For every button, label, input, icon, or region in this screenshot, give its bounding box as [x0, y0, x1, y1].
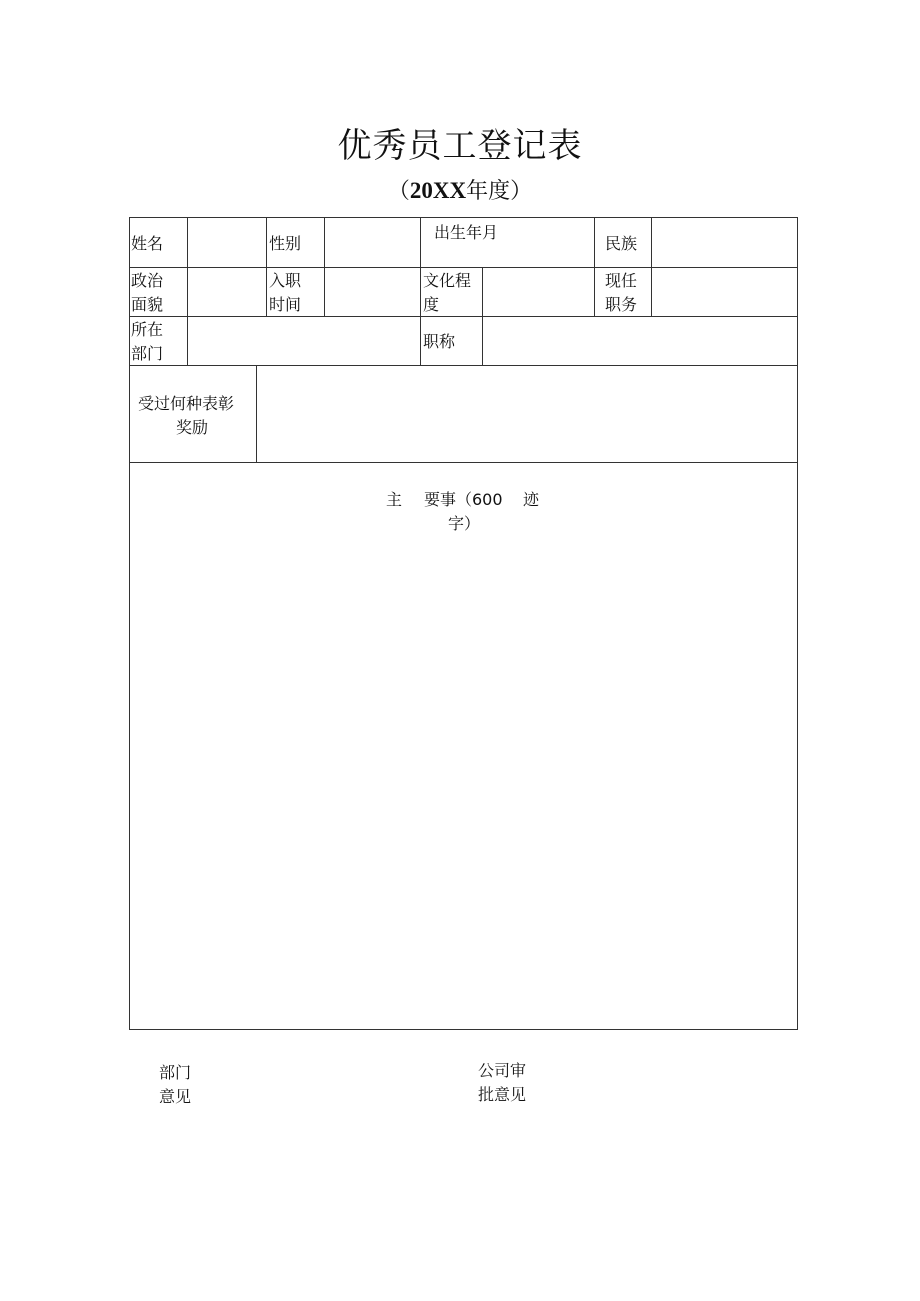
education-label-line2: 度: [423, 295, 440, 314]
education-label-line1: 文化程: [423, 271, 472, 290]
company-opinion-label-line1: 公司审: [478, 1061, 527, 1080]
name-label: 姓名: [131, 234, 164, 253]
job-title-label: 职称: [423, 332, 456, 351]
subtitle-open-paren: （: [387, 179, 410, 204]
col-divider: [420, 217, 421, 365]
dept-opinion-label-line1: 部门: [159, 1063, 192, 1082]
birth-date-label: 出生年月: [434, 223, 499, 242]
company-opinion-label-line2: 批意见: [478, 1085, 527, 1104]
form-title: 优秀员工登记表: [337, 126, 583, 166]
education-field[interactable]: [483, 268, 594, 316]
name-field[interactable]: [188, 218, 266, 267]
current-position-label-line2: 职务: [605, 295, 638, 314]
col-divider: [594, 217, 595, 316]
deeds-heading-part4: 字）: [448, 514, 481, 533]
department-label-line2: 部门: [131, 344, 164, 363]
political-status-label-line2: 面貌: [131, 295, 164, 314]
department-label-line1: 所在: [131, 320, 164, 339]
main-deeds-field[interactable]: [130, 540, 798, 1030]
row-divider-4: [129, 462, 798, 463]
deeds-heading-part2: 要事（600: [424, 490, 503, 509]
current-position-label-line1: 现任: [605, 271, 638, 290]
department-field[interactable]: [188, 317, 420, 365]
col-divider: [266, 217, 267, 316]
gender-field[interactable]: [325, 218, 420, 267]
hire-date-label-line1: 入职: [269, 271, 302, 290]
current-position-field[interactable]: [652, 268, 798, 316]
awards-field[interactable]: [257, 366, 798, 462]
deeds-heading-part3: 迹: [523, 490, 540, 509]
subtitle-year: 20XX: [409, 178, 467, 203]
hire-date-label-line2: 时间: [269, 295, 302, 314]
gender-label: 性别: [269, 234, 302, 253]
ethnicity-field[interactable]: [652, 218, 798, 267]
subtitle-suffix: 年度）: [466, 179, 533, 204]
awards-label-line1: 受过何种表彰: [138, 394, 235, 413]
deeds-heading-part1: 主: [386, 490, 403, 509]
job-title-field[interactable]: [483, 317, 798, 365]
form-subtitle: [0, 174, 920, 205]
political-status-field[interactable]: [188, 268, 266, 316]
political-status-label-line1: 政治: [131, 271, 164, 290]
hire-date-field[interactable]: [325, 268, 420, 316]
ethnicity-label: 民族: [605, 234, 638, 253]
awards-label-line2: 奖励: [176, 418, 209, 437]
dept-opinion-label-line2: 意见: [159, 1087, 192, 1106]
